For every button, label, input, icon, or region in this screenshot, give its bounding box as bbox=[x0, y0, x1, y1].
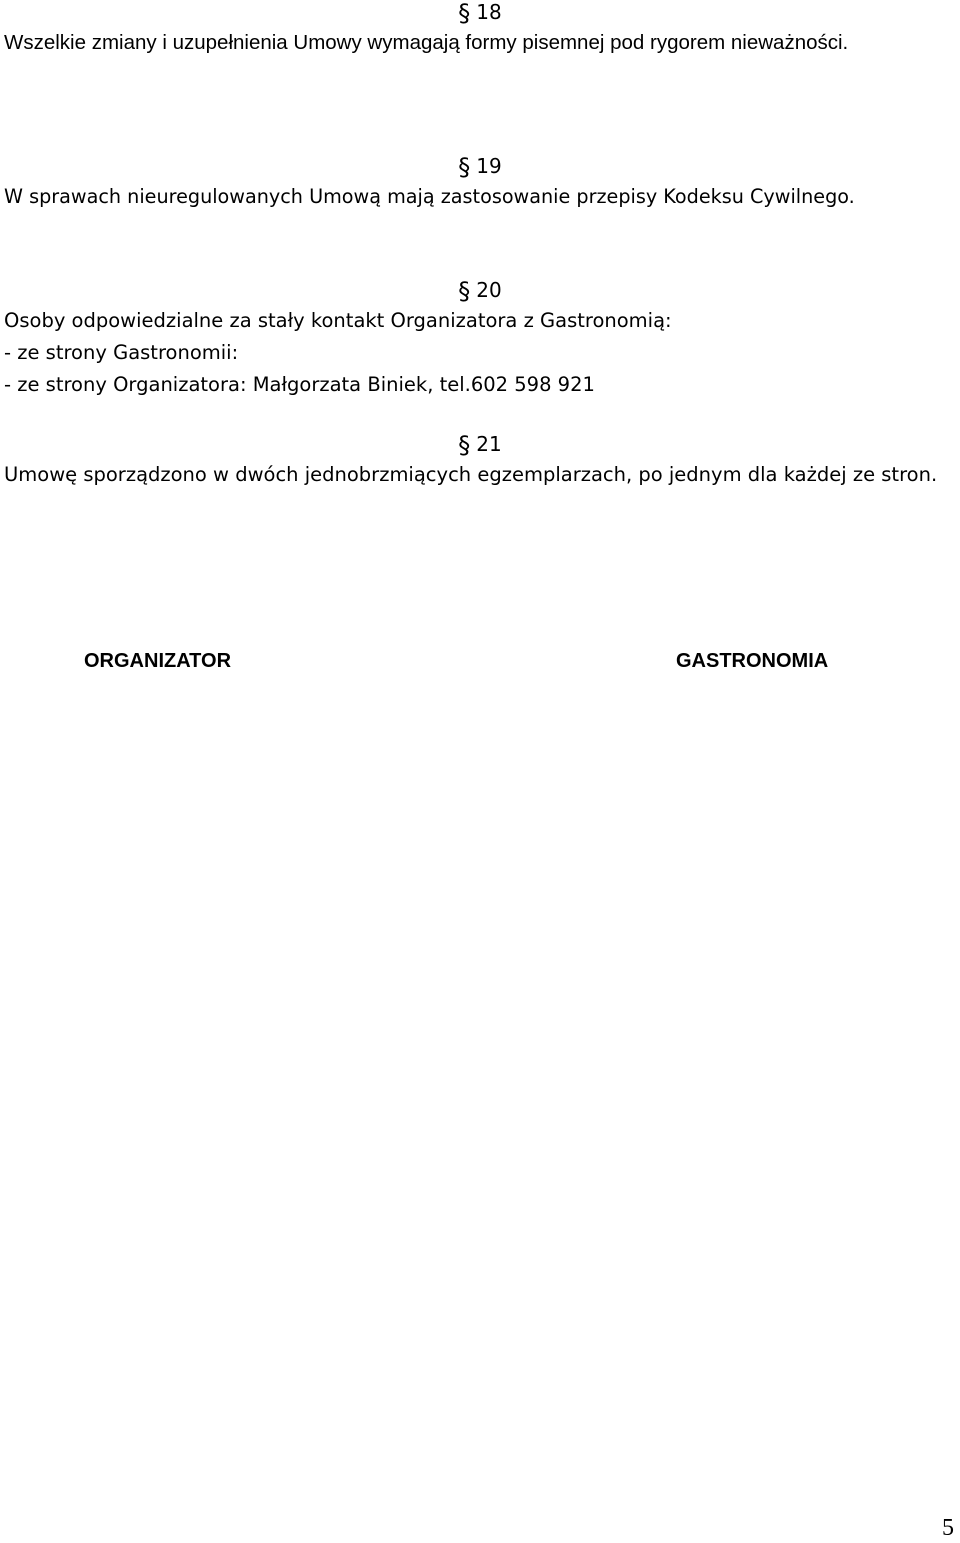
section-number: 19 bbox=[476, 154, 502, 178]
section-18-text: Wszelkie zmiany i uzupełnienia Umowy wymagają formy pisemnej pod rygorem nieważności. bbox=[4, 31, 849, 54]
signature-gastronomia: GASTRONOMIA bbox=[676, 650, 829, 672]
section-20-line: - ze strony Organizatora: Małgorzata Biniek, tel.602 598 921 bbox=[4, 373, 595, 396]
page-number: 5 bbox=[942, 1515, 954, 1541]
section-number: 21 bbox=[476, 432, 502, 456]
section-21-heading bbox=[0, 432, 960, 457]
section-20-line: Osoby odpowiedzialne za stały kontakt Organizatora z Gastronomią: bbox=[4, 309, 672, 332]
section-number: 18 bbox=[476, 0, 502, 24]
section-18-heading bbox=[0, 0, 960, 25]
section-20-heading bbox=[0, 278, 960, 303]
section-20-text bbox=[4, 305, 956, 401]
section-sign-icon: § bbox=[458, 0, 471, 27]
section-19-heading bbox=[0, 154, 960, 179]
section-sign-icon: § bbox=[458, 277, 471, 305]
signature-organizator: ORGANIZATOR bbox=[84, 650, 232, 672]
section-20-line: - ze strony Gastronomii: bbox=[4, 341, 239, 364]
section-sign-icon: § bbox=[458, 431, 471, 459]
section-21-text: Umowę sporządzono w dwóch jednobrzmiących egzemplarzach, po jednym dla każdej ze stron. bbox=[4, 463, 938, 486]
section-sign-icon: § bbox=[458, 153, 471, 181]
section-number: 20 bbox=[476, 278, 502, 302]
section-19-text: W sprawach nieuregulowanych Umową mają zastosowanie przepisy Kodeksu Cywilnego. bbox=[4, 185, 855, 208]
